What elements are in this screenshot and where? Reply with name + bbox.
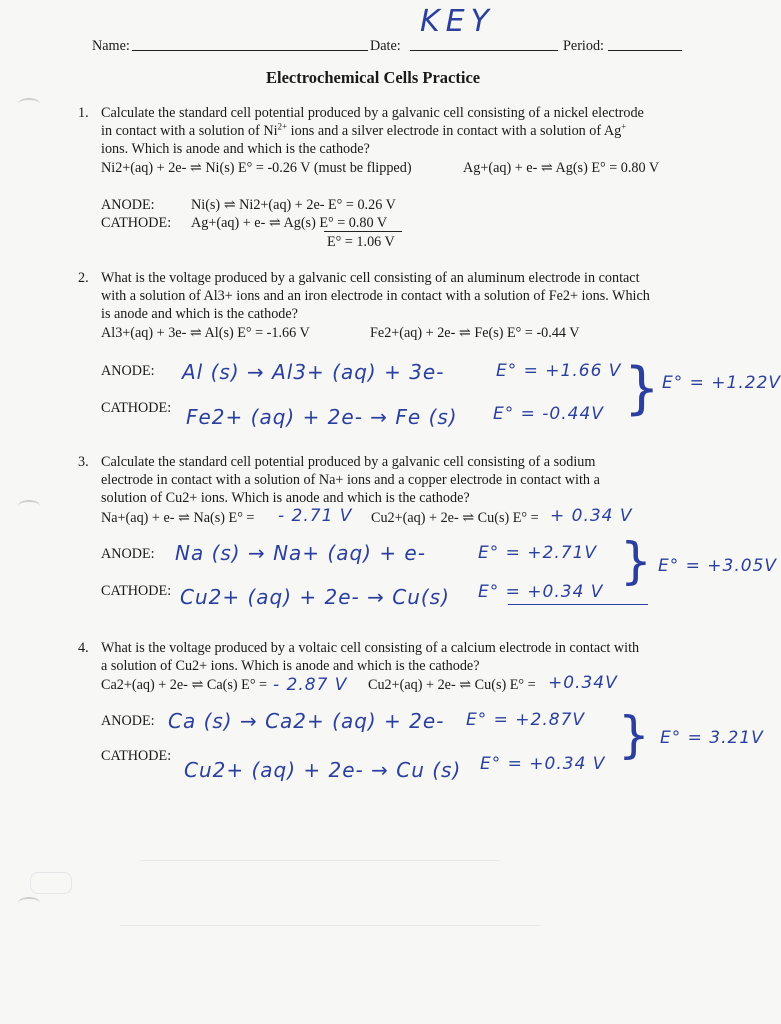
q3-half-reaction-2: Cu2+(aq) + 2e- ⇌ Cu(s) E° = (371, 510, 539, 526)
q1-half-reaction-1: Ni2+(aq) + 2e- ⇌ Ni(s) E° = -0.26 V (must be flipped) (101, 160, 412, 176)
q4-cathode-label: CATHODE: (101, 748, 172, 764)
q1-text-line2: in contact with a solution of $Ni^{2+}$ ions and a silver electrode in contact with a solution of Ag+ (101, 121, 627, 139)
q4-total-potential: E° = 3.21V (660, 728, 764, 748)
binder-hole-mark (18, 897, 40, 909)
q4-half-reaction-2: Cu2+(aq) + 2e- ⇌ Cu(s) E° = (368, 677, 536, 693)
q4-brace: } (618, 706, 651, 764)
q2-anode-potential: E° = +1.66 V (496, 361, 622, 381)
page-title: Electrochemical Cells Practice (266, 68, 481, 87)
q1-anode-equation: Ni(s) ⇌ Ni2+(aq) + 2e- E° = 0.26 V (191, 197, 396, 213)
q3-half-reaction-1-value: - 2.71 V (278, 506, 353, 526)
q3-total-potential: E° = +3.05V (658, 556, 778, 576)
q4-half-reaction-1-value: - 2.87 V (273, 675, 348, 695)
q3-text-line1: Calculate the standard cell potential produced by a galvanic cell consisting of a sodium (101, 454, 596, 470)
q1-cathode-equation: Ag+(aq) + e- ⇌ Ag(s) E° = 0.80 V (191, 215, 388, 231)
q2-half-reaction-2: Fe2+(aq) + 2e- ⇌ Fe(s) E° = -0.44 V (370, 325, 580, 341)
q2-cathode-label: CATHODE: (101, 400, 172, 416)
q4-anode-potential: E° = +2.87V (466, 710, 586, 730)
q1-total-potential: E° = 1.06 V (327, 234, 395, 250)
q2-total-potential: E° = +1.22V (662, 373, 781, 393)
q1-text-line1: Calculate the standard cell potential produced by a galvanic cell consisting of a nickel electrode (101, 105, 644, 121)
q3-cathode-handwritten: Cu2+ (aq) + 2e- → Cu(s) (180, 585, 450, 609)
q2-anode-handwritten: Al (s) → Al3+ (aq) + 3e- (182, 360, 445, 384)
name-label: Name: (92, 38, 130, 54)
q4-half-reaction-1: Ca2+(aq) + 2e- ⇌ Ca(s) E° = (101, 677, 268, 693)
q1-half-reaction-2: Ag+(aq) + e- ⇌ Ag(s) E° = 0.80 V (463, 160, 660, 176)
q3-number: 3. (78, 454, 89, 470)
q2-text-line1: What is the voltage produced by a galvanic cell consisting of an aluminum electrode in contact (101, 270, 640, 286)
bleed-through-scribble (120, 925, 540, 927)
bleed-through-scribble (140, 860, 500, 862)
q3-anode-handwritten: Na (s) → Na+ (aq) + e- (175, 541, 426, 565)
date-label: Date: (370, 38, 401, 54)
q3-half-reaction-2-value: + 0.34 V (550, 506, 633, 526)
q3-brace: } (620, 532, 653, 590)
q4-number: 4. (78, 640, 89, 656)
binder-hole-mark (18, 98, 40, 110)
q4-anode-handwritten: Ca (s) → Ca2+ (aq) + 2e- (168, 709, 445, 733)
q1-sum-line (324, 231, 402, 232)
q2-number: 2. (78, 270, 89, 286)
q3-half-reaction-1: Na+(aq) + e- ⇌ Na(s) E° = (101, 510, 255, 526)
period-label: Period: (563, 38, 604, 54)
q1-anode-label: ANODE: (101, 197, 155, 213)
bleed-through-scribble (30, 872, 72, 894)
q4-anode-label: ANODE: (101, 713, 155, 729)
q4-cathode-potential: E° = +0.34 V (480, 754, 606, 774)
q1-number: 1. (78, 105, 89, 121)
q3-text-line2: electrode in contact with a solution of Na+ ions and a copper electrode in contact with a (101, 472, 600, 488)
q1-text-line3: ions. Which is anode and which is the cathode? (101, 141, 370, 157)
q3-anode-potential: E° = +2.71V (478, 543, 598, 563)
name-line (132, 50, 368, 51)
q2-anode-label: ANODE: (101, 363, 155, 379)
q3-anode-label: ANODE: (101, 546, 155, 562)
q4-text-line1: What is the voltage produced by a voltaic cell consisting of a calcium electrode in contact with (101, 640, 640, 656)
q4-cathode-handwritten: Cu2+ (aq) + 2e- → Cu (s) (184, 758, 462, 782)
q2-brace: } (624, 356, 661, 421)
binder-hole-mark (18, 500, 40, 512)
period-line (608, 50, 682, 51)
q3-text-line3: solution of Cu2+ ions. Which is anode and which is the cathode? (101, 490, 470, 506)
q3-cathode-label: CATHODE: (101, 583, 172, 599)
q3-cathode-potential: E° = +0.34 V (478, 582, 604, 602)
q1-cathode-label: CATHODE: (101, 215, 172, 231)
q2-half-reaction-1: Al3+(aq) + 3e- ⇌ Al(s) E° = -1.66 V (101, 325, 310, 341)
key-mark: KEY (420, 4, 495, 39)
q3-sum-underline (508, 604, 648, 605)
date-line (410, 50, 558, 51)
q2-text-line2: with a solution of Al3+ ions and an iron electrode in contact with a solution of Fe2+ ions. Which (101, 288, 650, 304)
q2-text-line3: is anode and which is the cathode? (101, 306, 298, 322)
q2-cathode-potential: E° = -0.44V (493, 404, 604, 424)
q4-text-line2: a solution of Cu2+ ions. Which is anode and which is the cathode? (101, 658, 480, 674)
q2-cathode-handwritten: Fe2+ (aq) + 2e- → Fe (s) (186, 405, 458, 429)
q4-half-reaction-2-value: +0.34V (548, 673, 618, 693)
